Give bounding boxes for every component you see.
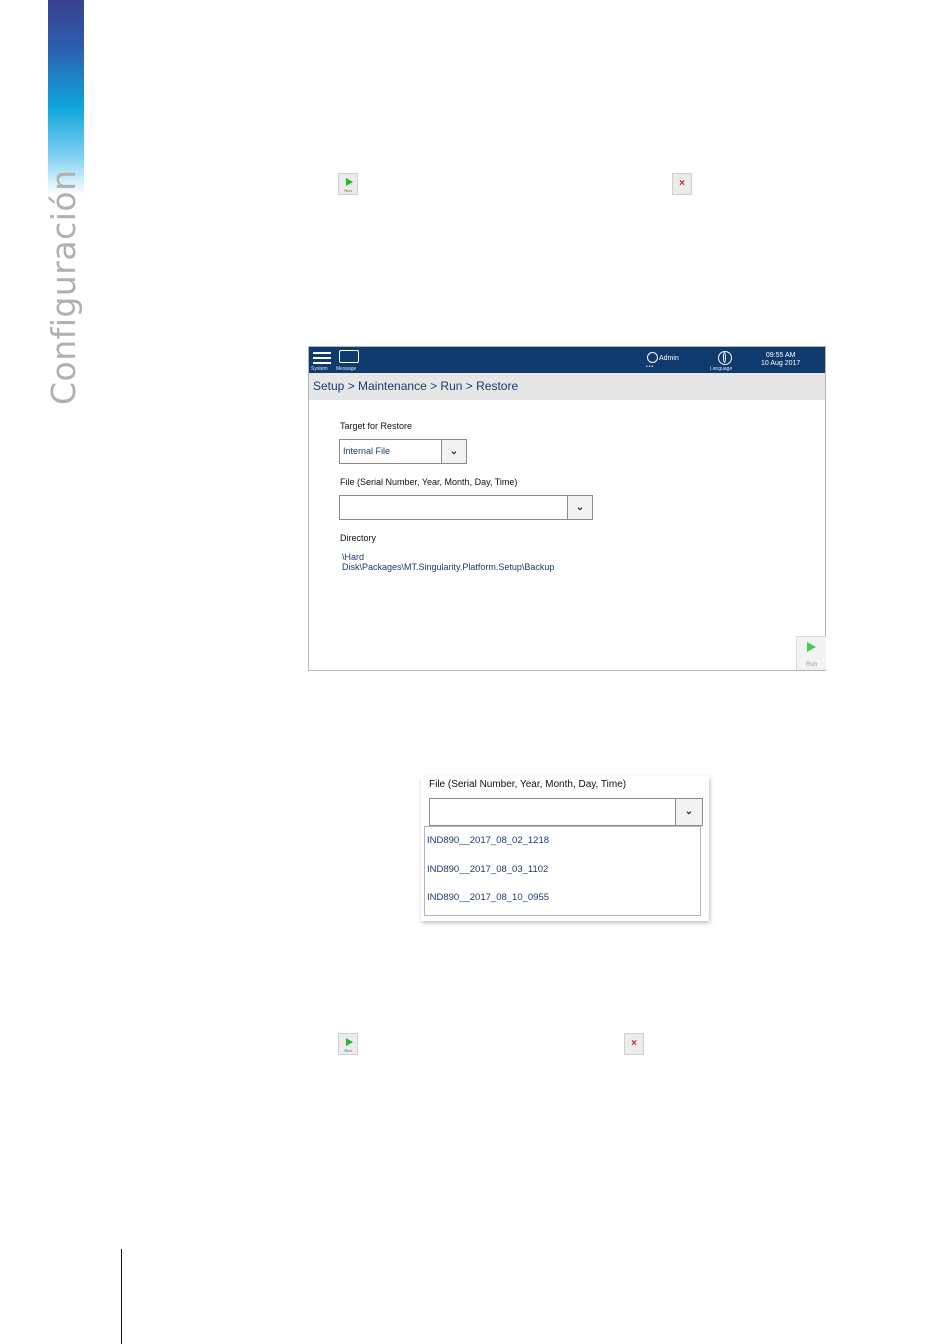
target-label: Target for Restore (340, 421, 413, 431)
play-icon (346, 1038, 353, 1046)
system-label: System (311, 366, 328, 372)
top-bar (309, 347, 825, 373)
dropdown-option[interactable]: IND890__2017_08_02_1218 (427, 835, 550, 846)
run-icon[interactable] (338, 173, 358, 195)
dropdown-option[interactable]: IND890__2017_08_03_1102 (427, 864, 549, 875)
dropdown-option[interactable]: IND890__2017_08_10_0955 (427, 892, 550, 903)
play-icon (807, 642, 816, 652)
run-icon-label: Run (344, 1048, 352, 1053)
time-text: 09:55 AM (765, 352, 796, 359)
chevron-down-icon[interactable]: ⌄ (441, 440, 466, 463)
globe-icon[interactable] (718, 351, 732, 365)
dropdown-options (424, 826, 701, 916)
target-value: Internal File (343, 446, 391, 456)
dropdown-label: File (Serial Number, Year, Month, Day, Time) (429, 779, 627, 790)
play-icon (346, 178, 353, 186)
target-select[interactable] (339, 439, 467, 464)
directory-line-2: Disk\Packages\MT.Singularity.Platform.Setup\Backup (342, 562, 555, 572)
user-icon[interactable] (647, 352, 658, 363)
close-icon[interactable]: × (624, 1033, 644, 1055)
message-label: Message (336, 366, 357, 372)
side-title: Configuración (44, 169, 83, 405)
language-label: Language (710, 366, 733, 372)
file-select-open[interactable] (429, 798, 703, 826)
clock (761, 352, 800, 368)
page-margin-rule (121, 1249, 122, 1344)
file-label: File (Serial Number, Year, Month, Day, Time) (340, 477, 518, 487)
date-text: 10 Aug 2017 (761, 360, 801, 367)
directory-path (342, 552, 602, 572)
run-icon-label: Run (344, 188, 352, 193)
directory-label: Directory (340, 533, 377, 543)
user-name[interactable]: Admin (659, 355, 679, 362)
file-dropdown-expanded (421, 776, 709, 921)
chevron-down-icon[interactable]: ⌄ (567, 496, 592, 519)
run-icon[interactable] (338, 1033, 358, 1055)
run-button-label: Run (805, 662, 817, 668)
chevron-down-icon[interactable]: ⌄ (675, 799, 702, 825)
close-icon[interactable]: × (672, 173, 692, 195)
file-select[interactable] (339, 495, 593, 520)
menu-icon[interactable] (313, 352, 331, 364)
user-dots: ••• (646, 364, 655, 370)
restore-screen (308, 346, 826, 671)
breadcrumb: Setup > Maintenance > Run > Restore (309, 373, 825, 400)
directory-line-1: \Hard (342, 552, 365, 562)
message-icon[interactable] (339, 350, 359, 363)
run-button[interactable] (796, 636, 826, 670)
